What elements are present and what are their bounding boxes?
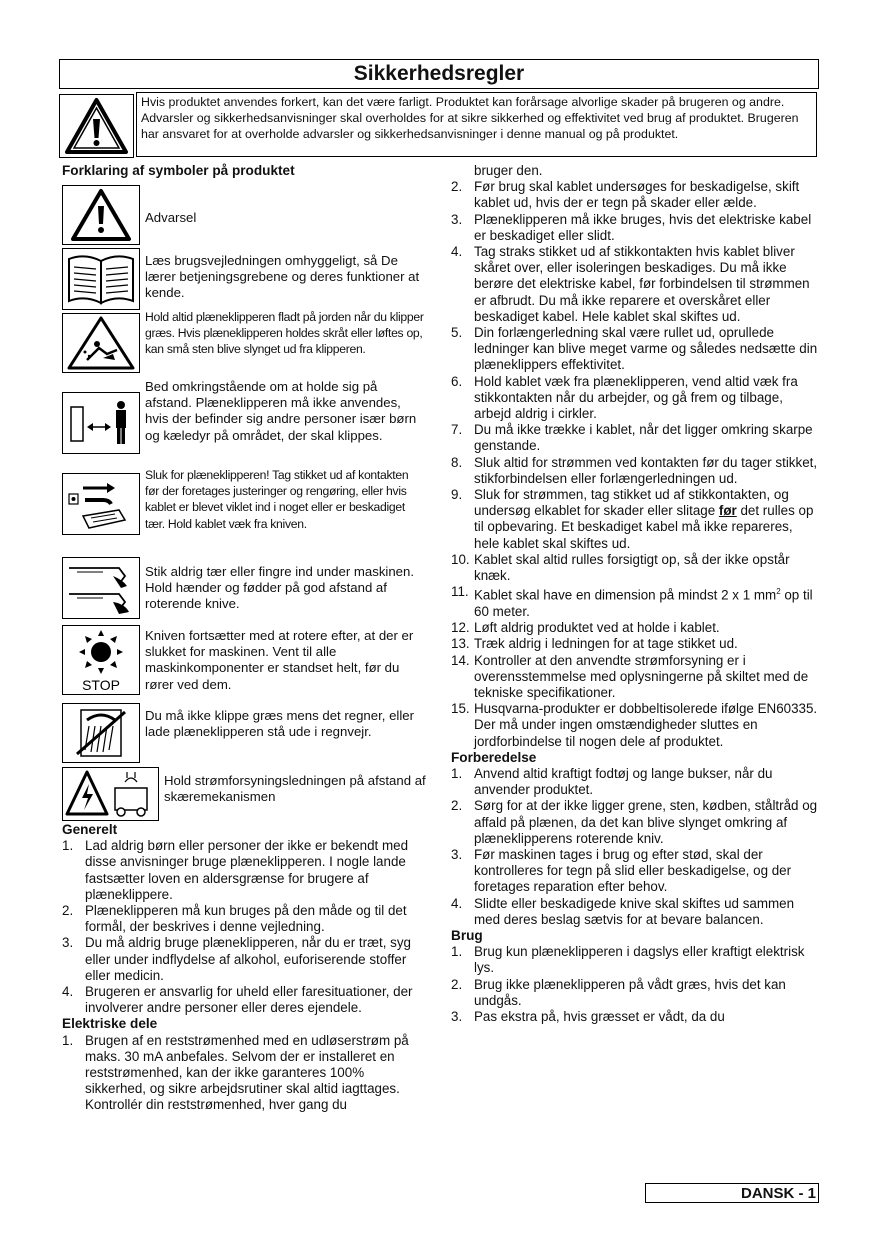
list-item: 4. Slidte eller beskadigede knive skal skiftes ud sammen med deres beslag sætvis for at bevare balancen.: [451, 895, 795, 927]
list-item: 3. Før maskinen tages i brug og efter stød, skal der kontrolleres for tegn på slid eller beskadigelse, og der foretages reparation efter behov.: [451, 847, 792, 895]
list-item: 1. Anvend altid kraftigt fodtøj og lange bukser, når du anvender produktet.: [451, 765, 773, 798]
list-item: 3. Plæneklipperen må ikke bruges, hvis det elektriske kabel er beskadiget eller slidt.: [451, 211, 812, 243]
brug-heading: Brug: [451, 928, 483, 944]
rain-icon: [62, 703, 140, 763]
list-item: 9. Sluk for strømmen, tag stikket ud af stikkontakten, og undersøg elkablet for skader eller slitage før det rulles op til opbevaring. Et beskadiget kabel må ikke repareres, hele kablet skal skiftes ud.: [451, 487, 814, 551]
list-item: 3. Du må aldrig bruge plæneklipperen, når du er træt, syg eller under indflydelse af alkohol, euforiserende stoffer eller medicin.: [62, 935, 412, 983]
forberedelse-list: [451, 766, 821, 928]
symbol-text-rain: Du må ikke klippe græs mens det regner, eller lade plæneklipperen stå ude i regnvejr.: [145, 708, 414, 740]
generelt-list: [62, 838, 428, 1016]
symbol-text-advarsel: Advarsel: [145, 210, 197, 225]
warning-triangle-icon: [59, 94, 134, 158]
symbol-text-slope: Hold altid plæneklipperen fladt på jorden når du klipper græs. Hvis plæneklipperen holdes skråt eller løftes op, kan små sten blive slynget ud fra klipperen.: [145, 310, 424, 357]
page-footer: DANSK - 1: [645, 1183, 819, 1203]
list-item: 1. Brug kun plæneklipperen i dagslys eller kraftigt elektrisk lys.: [451, 944, 805, 976]
list-item: 2. Plæneklipperen må kun bruges på den måde og til det formål, der beskrives i denne vejledning.: [62, 903, 407, 935]
list-item: 8. Sluk altid for strømmen ved kontakten før du tager stikket, stikforbindelsen eller forlængerledningen ud.: [451, 454, 818, 486]
list-item: 1. Brugen af en reststrømenhed med en udløserstrøm på maks. 30 mA anbefales. Selvom der er installeret en reststrømenhed, kan der ikke garanteres 100% sikkerhed, og sikre arbejdsrutiner skal altid iagttages. Kontrollér din reststrømenhed, hver gang du: [62, 1032, 409, 1113]
left-column-lower: [62, 822, 428, 1114]
manual-book-icon: [62, 248, 140, 310]
list-item: 13. Træk aldrig i ledningen for at tage stikket ud.: [451, 636, 738, 652]
symbol-text-bystander: Bed omkringstående om at holde sig på afstand. Plæneklipperen må ikke anvendes, hvis der befinder sig andre personer især børn og kæledyr på området, der skal klippes.: [145, 379, 417, 443]
warning-triangle-icon: [62, 185, 140, 245]
list-item: 12. Løft aldrig produktet ved at holde i kablet.: [451, 620, 720, 636]
blade-hand-hazard-icon: [62, 557, 140, 619]
electric-hazard-icon: [62, 767, 159, 821]
generelt-heading: Generelt: [62, 822, 118, 837]
list-item: 2. Brug ikke plæneklipperen på vådt græs, hvis det kan undgås.: [451, 976, 786, 1008]
list-item: 2. Sørg for at der ikke ligger grene, sten, kødben, ståltråd og affald på plænen, da det kan blive slynget omkring af plæneklipperens roterende kniv.: [451, 798, 818, 846]
symbol-text-blade-hand: Stik aldrig tær eller fingre ind under maskinen. Hold hænder og fødder på god afstand af roterende knive.: [145, 564, 415, 612]
list-item: 4. Tag straks stikket ud af stikkontakten hvis kablet bliver skåret over, eller isoleringen beskadiges. Du må ikke berøre det elektriske kabel, før forbindelsen til strømmen er afbrudt. Du må ikke reparere et overskåret eller beskadiget kabel. Hele kablet skal skiftes ud.: [451, 244, 810, 324]
list-item: 6. Hold kablet væk fra plæneklipperen, vend altid væk fra stikkontakten når du arbejder, og gå frem og tilbage, arbejd aldrig i cirkler.: [451, 373, 798, 422]
stop-label: STOP: [82, 677, 120, 693]
elektriske-list-cont: [451, 163, 821, 750]
symbol-text-electric: Hold strømforsyningsledningen på afstand af skæremekanismen: [164, 773, 426, 805]
page-title: Sikkerhedsregler: [59, 59, 819, 89]
list-item-continuation: bruger den.: [474, 163, 543, 178]
blade-stop-icon: [62, 625, 140, 695]
list-item: 10. Kablet skal altid rulles forsigtigt op, så der ikke opstår knæk.: [451, 551, 790, 584]
list-item: 11. Kablet skal have en dimension på mindst 2 x 1 $mm^2$ op til 60 meter.: [451, 584, 813, 619]
left-column: [62, 163, 428, 179]
symbol-text-manual: Læs brugsvejledningen omhyggeligt, så De lærer betjeningsgrebene og deres funktioner at kende.: [145, 253, 420, 301]
list-item: 7. Du må ikke trække i kablet, når det ligger omkring skarpe genstande.: [451, 422, 813, 454]
elektriske-heading: Elektriske dele: [62, 1016, 158, 1032]
elektriske-list-start: [62, 1033, 428, 1114]
symbol-text-blade-stop: Kniven fortsætter med at rotere efter, at der er slukket for maskinen. Vent til alle maskinkomponenter er standset helt, før du rører ved dem.: [145, 628, 414, 692]
slope-hazard-icon: [62, 313, 140, 373]
list-item: 14. Kontroller at den anvendte strømforsyning er i overensstemmelse med oplysningerne på skiltet med de tekniske specifikationer.: [451, 652, 809, 700]
list-item: 2. Før brug skal kablet undersøges for beskadigelse, skift kablet ud, hvis der er tegn på skader eller ælde.: [451, 179, 800, 211]
right-column: [451, 163, 821, 1025]
bystander-distance-icon: [62, 392, 140, 454]
brug-list: [451, 944, 821, 1025]
intro-warning-text: Hvis produktet anvendes forkert, kan det være farligt. Produktet kan forårsage alvorlige skader på brugeren og andre. Advarsler og sikkerhedsanvisninger skal overholdes for at sikre sikkerhed og effektivitet ved brug af produktet. Brugeren har ansvaret for at overholde advarsler og sikkerhedsanvisninger i denne manual og på produktet.: [136, 92, 817, 157]
unplug-cable-icon: [62, 473, 140, 535]
list-item: 5. Din forlængerledning skal være rullet ud, oprullede ledninger kan blive meget varme og således nedsætte din plæneklippers effektivitet.: [451, 325, 818, 373]
list-item: 4. Brugeren er ansvarlig for uheld eller faresituationer, der involverer andre personer eller deres ejendele.: [62, 984, 413, 1016]
list-item: 1. Lad aldrig børn eller personer der ikke er bekendt med disse anvisninger bruge plæneklipperen. I nogle lande fastsætter loven en aldersgrænse for brugere af plæneklippere.: [62, 838, 409, 902]
symbols-heading: Forklaring af symboler på produktet: [62, 163, 295, 178]
forberedelse-heading: Forberedelse: [451, 749, 537, 765]
list-item: 3. Pas ekstra på, hvis græsset er vådt, da du: [451, 1009, 725, 1025]
list-item: 15. Husqvarna-produkter er dobbeltisolerede ifølge EN60335. Der må under ingen omstændigheder sluttes en jordforbindelse til nogen dele af produktet.: [451, 701, 818, 749]
symbol-text-unplug: Sluk for plæneklipperen! Tag stikket ud af kontakten før der foretages justeringer og rengøring, eller hvis kablet er blevet viklet ind i noget eller er beskadiget tær. Hold kablet væk fra kniven.: [145, 468, 409, 531]
